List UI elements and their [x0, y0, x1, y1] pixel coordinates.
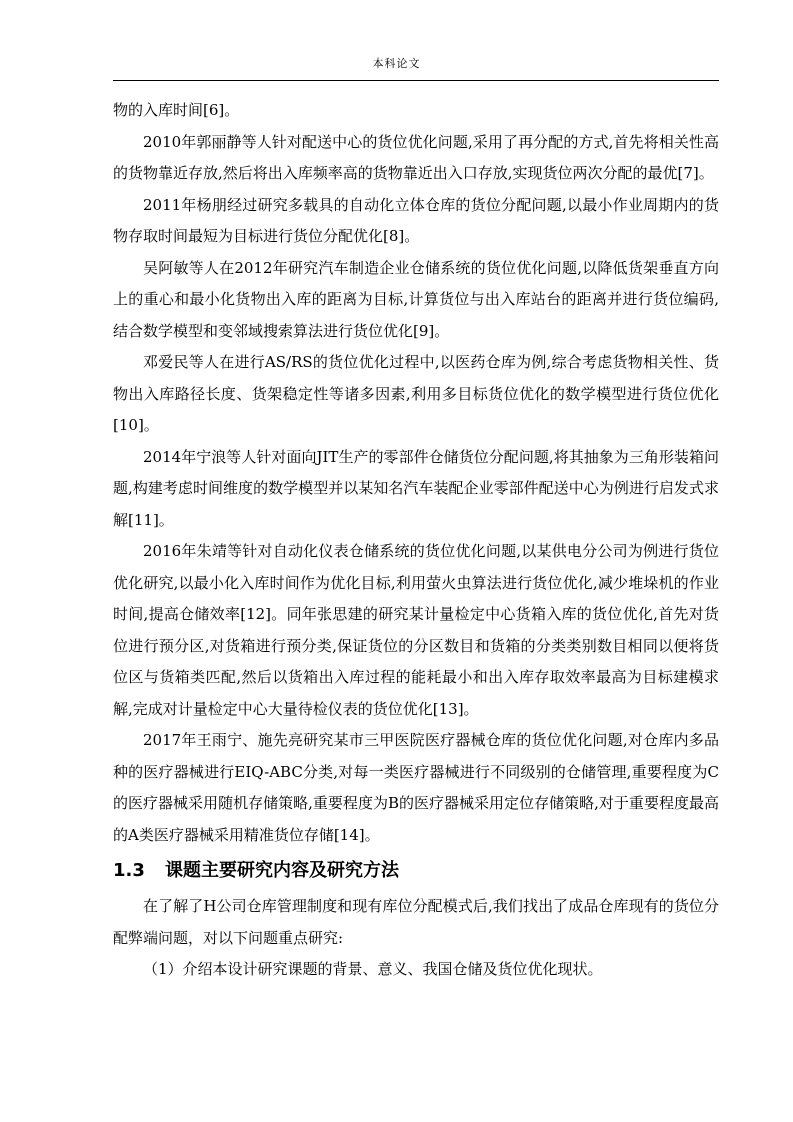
- body-paragraph: 2011年杨朋经过研究多载具的自动化立体仓库的货位分配问题,以最小作业周期内的货物存取时间最短为目标进行货位分配优化[8]。: [113, 195, 719, 245]
- section-title: 课题主要研究内容及研究方法: [165, 860, 399, 881]
- running-header: 本科论文: [372, 57, 421, 70]
- body-paragraph: 吴阿敏等人在2012年研究汽车制造企业仓储系统的货位优化问题,以降低货架垂直方向上的重心和最小化货物出入库的距离为目标,计算货位与出入库站台的距离并进行货位编码,结合数学模型和变邻域搜索算法进行货位优化[9]。: [113, 258, 719, 340]
- body-paragraph: 2017年王雨宁、施先亮研究某市三甲医院医疗器械仓库的货位优化问题,对仓库内多品种的医疗器械进行EIQ-ABC分类,对每一类医疗器械进行不同级别的仓储管理,重要程度为C的医疗器械采用随机存储策略,重要程度为B的医疗器械采用定位存储策略,对于重要程度最高的A类医疗器械采用精准货位存储[14]。: [113, 731, 719, 844]
- body-paragraph: 2014年宁浪等人针对面向JIT生产的零部件仓储货位分配问题,将其抽象为三角形装箱问题,构建考虑时间维度的数学模型并以某知名汽车装配企业零部件配送中心为例进行启发式求解[11]。: [113, 447, 719, 529]
- body-paragraph: 2016年朱靖等针对自动化仪表仓储系统的货位优化问题,以某供电分公司为例进行货位优化研究,以最小化入库时间作为优化目标,利用萤火虫算法进行货位优化,减少堆垛机的作业时间,提高仓储效率[12]。同年张思建的研究某计量检定中心货箱入库的货位优化,首先对货位进行预分区,对货箱进行预分类,保证货位的分区数目和货箱的分类类别数目相同以便将货位区与货箱类匹配,然后以货箱出入库过程的能耗最小和出入库存取效率最高为目标建模求解,完成对计量检定中心大量待检仪表的货位优化[13]。: [113, 542, 719, 718]
- body-paragraph: 在了解了H公司仓库管理制度和现有库位分配模式后,我们找出了成品仓库现有的货位分配弊端问题，对以下问题重点研究:: [113, 897, 719, 947]
- section-number: 1.3: [113, 860, 145, 881]
- body-paragraph: 2010年郭丽静等人针对配送中心的货位优化问题,采用了再分配的方式,首先将相关性高的货物靠近存放,然后将出入库频率高的货物靠近出入口存放,实现货位两次分配的最优[7]。: [113, 132, 719, 182]
- body-paragraph: 物的入库时间[6]。: [113, 101, 240, 119]
- body-paragraph: 邓爱民等人在进行AS/RS的货位优化过程中,以医药仓库为例,综合考虑货物相关性、货物出入库路径长度、货架稳定性等诸多因素,利用多目标货位优化的数学模型进行货位优化[10]。: [113, 353, 719, 434]
- section-heading: [113, 851, 719, 891]
- list-item: （1）介绍本设计研究课题的背景、意义、我国仓储及货位优化现状。: [143, 960, 603, 978]
- header-divider: [113, 80, 719, 81]
- document-body: [113, 95, 719, 986]
